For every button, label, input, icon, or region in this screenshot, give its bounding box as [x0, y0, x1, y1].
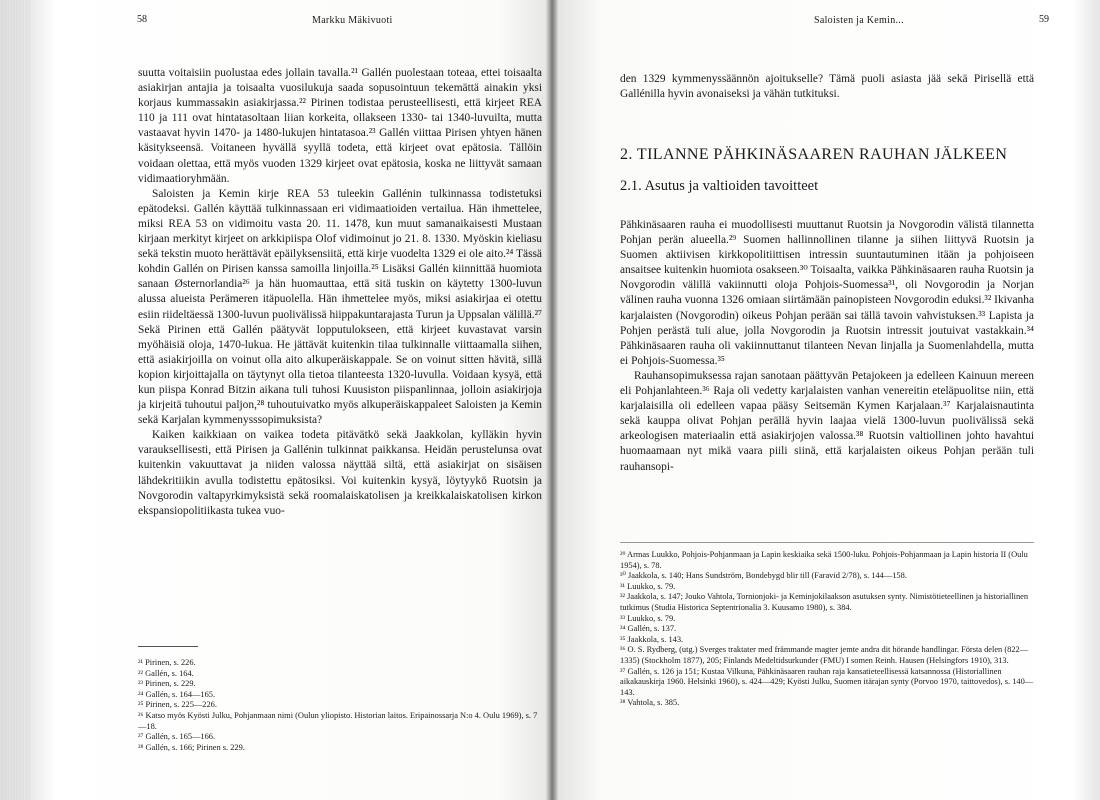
right-page — [552, 0, 1100, 800]
intro-text — [620, 72, 1034, 102]
paragraph: Saloisten ja Kemin kirje REA 53 tuleekin Gallénin tulkinnassa todistetuksi epätodeksi. Gallén käyttää tulkinnassaan eri vidimaatioiden vertailua. Hän ihmettelee, miksi REA 53 on vidimoitu vasta 20. 11. 1478, kun muut samanaikaisesti Mustaan kirjaan merkityt kirjeet on arkkipiispa Olof vidimoinut jo 21. 8. 1330. Myöskin kieliasu sekä tekstin muoto herättävät epäilyksensiitä, että kirje vuodelta 1329 ei ole aito.²⁴ Tässä kohdin Gallén on Pirisen kanssa samoilla linjoilla.²⁵ Lisäksi Gallén kiinnittää huomiota sanaan Østernorlandia²⁶ ja hän huomauttaa, että sitä tuskin on käytetty 1300-luvun alussa alueista Perämeren itäpuolella. Hän ihmettelee myös, miksi asiakirjaa ei otettu esiin riideltäessä 1300-luvun puolivälissä hiippakuntarajasta Turun ja Uppsalan välillä.²⁷ Sekä Pirinen että Gallén päätyvät lopputulokseen, että kirjeet kuvastavat varsin myöhäisiä oloja, 1470-lukua. He jättävät kuitenkin tilaa tulkinnalle viittaamalla siihen, että asiakirjoilla on voinut olla aito alkuperäiskappale. Se on voinut sitten hävitä, sillä kopion kirjoittajalla on täytynyt olla tietoa tilanteesta 1320-luvulla. Voidaan kysyä, että kun piispa Konrad Bitzin aikana tuli tuhosi Kuusiston piispanlinnaa, jolloin asiakirjoja ja kirjeitä tuhoutui paljon,²⁸ tuhoutuivatko myös alkuperäiskappaleet Saloisten ja Kemin sekä Karjalan kymmenysssopimuksista? — [138, 187, 542, 427]
footnote-rule — [138, 646, 198, 647]
footnote: ³¹ Luukko, s. 79. — [620, 581, 676, 591]
chapter-title: 2. TILANNE PÄHKINÄSAAREN RAUHAN JÄLKEEN — [620, 146, 1008, 163]
running-head: Saloisten ja Kemin... — [814, 15, 904, 26]
paragraph: den 1329 kymmenyssäännön ajoitukselle? Tämä puoli asiasta jää sekä Pirisellä että Gallénilla hyvin avonaiseksi ja vähän tutkituksi. — [620, 73, 1034, 101]
body-text — [138, 66, 542, 519]
body-text — [620, 218, 1034, 475]
footnote-rule — [620, 542, 1034, 543]
page-number: 58 — [137, 14, 147, 25]
footnote: ²³ Pirinen, s. 229. — [138, 679, 196, 689]
paragraph: Rauhansopimuksessa rajan sanotaan päättyvän Petajokeen ja edelleen Kainuun mereen eli Pohjanlahteen.³⁶ Raja oli vedetty karjalaisten vanhan venereitin eteläpuolitse niin, että karjalaisilla oli edelleen vapaa pääsy Seitsemän Kymen Karjalaan.³⁷ Karjalaisnautinta sekä kauppa olivat Pohjan perällä hyvin laajaa vielä 1300-luvun puolivälissä sekä arkeologisen materiaalin että asiakirjojen valossa.³⁸ Ruotsin valtiollinen johto havahtui huomaamaan nyt mikä vaara piili siinä, että karjalaisten oikeus Pohjan perään tuli rauhansopi- — [620, 369, 1034, 473]
footnote: ²² Gallén, s. 164. — [138, 668, 194, 678]
footnote: ³⁸ Vahtola, s. 385. — [620, 698, 680, 708]
footnote: ²⁷ Gallén, s. 165—166. — [138, 732, 216, 742]
book-gutter — [546, 0, 558, 800]
footnote: ³⁴ Gallén, s. 137. — [620, 624, 677, 634]
footnote: ³³ Luukko, s. 79. — [620, 613, 676, 623]
paragraph: suutta voitaisiin puolustaa edes jollain tavalla.²¹ Gallén puolestaan toteaa, ettei toisaalta asiakirjan antajia ja toisaalta vuosilukuja saada sopusointuun tekemättä ainakin yksi korjaus kummassakin asiakirjassa.²² Pirinen todistaa perusteellisesti, että kirjeet REA 110 ja 111 ovat hintatasoltaan liian korkeita, ollakseen 1330- tai 1340-luvuilta, mutta vastaavat hyvin 1470- ja 1480-lukujen hintatasoa.²³ Gallén viittaa Pirisen yhtyen hänen käsitykseensä. Voitaneen hyvällä syyllä todeta, että kirjeet ovat epätosia. Tällöin voidaan olettaa, että myös vuoden 1329 kirjeet ovat epätosia, koska ne liittyvät samaan vidimaatioryhmään. — [138, 67, 542, 185]
section-title: 2.1. Asutus ja valtioiden tavoitteet — [620, 178, 819, 194]
running-head: Markku Mäkivuoti — [312, 15, 393, 26]
footnotes — [138, 658, 542, 753]
footnote: ²¹ Pirinen, s. 226. — [138, 658, 196, 667]
footnote: ³⁵ Jaakkola, s. 143. — [620, 634, 684, 644]
footnote: ³⁷ Gallén, s. 126 ja 151; Kustaa Vilkuna, Pähkinäsaaren rauhan raja kansatieteellisessä katsannossa (Historiallinen aikakauskirja 1960. Helsinki 1960), s. 424—429; Kyösti Julku, Suomen itärajan synty (Porvoo 1970, taittovedos), s. 140—143. — [620, 666, 1034, 697]
paragraph: Kaiken kaikkiaan on vaikea todeta pitävätkö sekä Jaakkolan, kylläkin hyvin varauksellisesti, että Pirisen ja Gallénin tulkinnat paikkansa. Heidän perustelunsa ovat kuitenkin vakuuttavat ja niiden valossa näyttää siltä, että asiakirjat on sisäisen lähdekritiikin avulla todistettu epätosiksi. Voi kuitenkin kysyä, löytyykö Ruotsin ja Novgorodin valtapyrkimyksistä sekä roomalaiskatolisen ja kreikkalaiskatolisen kirkon ekspansiopolitiikasta tukea vuo- — [138, 429, 542, 517]
footnote: ²⁹ Armas Luukko, Pohjois-Pohjanmaan ja Lapin keskiaika sekä 1500-luku. Pohjois-Pohjanmaan ja Lapin historia II (Oulu 1954), s. 78. — [620, 550, 1028, 570]
paragraph: Pähkinäsaaren rauha ei muodollisesti muuttanut Ruotsin ja Novgorodin välistä tilannetta Pohjan perän alueella.²⁹ Suomen hallinnollinen tilanne ja siihen liittyvä Ruotsin ja Suomen aktiivisen kirkkopolitiittisen intressin suuntautuminen itään ja pohjoiseen ansaitsee kuitenkin huomiota osakseen.³⁰ Toisaalta, vaikka Pähkinäsaaren rauha Ruotsin ja Novgorodin välillä vakiinnutti oloja Pohjois-Suomessa³¹, oli Novgorodin ja Norjan välinen rauha vuonna 1326 omiaan siirtämään painopisteen Novgorodin eduksi.³² Ikivanha karjalaisten (Novgorodin) oikeus Pohjan perään sai tällä tavoin vahvistuksen.³³ Lapista ja Pohjen perästä tuli alue, jolla Novgorodin ja Ruotsin intressit joutuivat vastakkain.³⁴ Pähkinäsaaren rauha oli vakiinnuttanut tilanteen Nevan linjalla ja Suomenlahdella, mutta ei Pohjois-Suomessa.³⁵ — [620, 219, 1034, 367]
footnotes — [620, 550, 1034, 709]
footnote: ²⁶ Katso myös Kyösti Julku, Pohjanmaan nimi (Oulun yliopisto. Historian laitos. Eripainossarja N:o 4. Oulu 1969), s. 7—18. — [138, 710, 538, 731]
footnote: ³² Jaakkola, s. 147; Jouko Vahtola, Tornionjoki- ja Keminjokilaakson asutuksen synty. Nimistötieteellinen ja historiallinen tutkimus (Studia Historica Septentrionalia 3. Kuusamo 1980), s. 384. — [620, 592, 1029, 612]
footnote: ³⁶ O. S. Rydberg, (utg.) Sverges traktater med främmande magter jemte andra dit hörande handlingar. Första delen (822—1335) (Stockholm 1877), 205; Finlands Medeltidsurkunder (FMU) I somen Reinh. Hausen (Helsingfors 1910), 313. — [620, 645, 1029, 665]
footnote: ²⁸ Gallén, s. 166; Pirinen s. 229. — [138, 742, 245, 752]
footnote: ²⁵ Pirinen, s. 225—226. — [138, 700, 217, 710]
footnote: ²⁴ Gallén, s. 164—165. — [138, 689, 216, 699]
page-number: 59 — [1039, 14, 1049, 25]
footnote: ³⁰ Jaakkola, s. 140; Hans Sundström, Bondebygd blir till (Faravid 2/78), s. 144—158. — [620, 571, 907, 581]
page-edges — [0, 0, 30, 800]
